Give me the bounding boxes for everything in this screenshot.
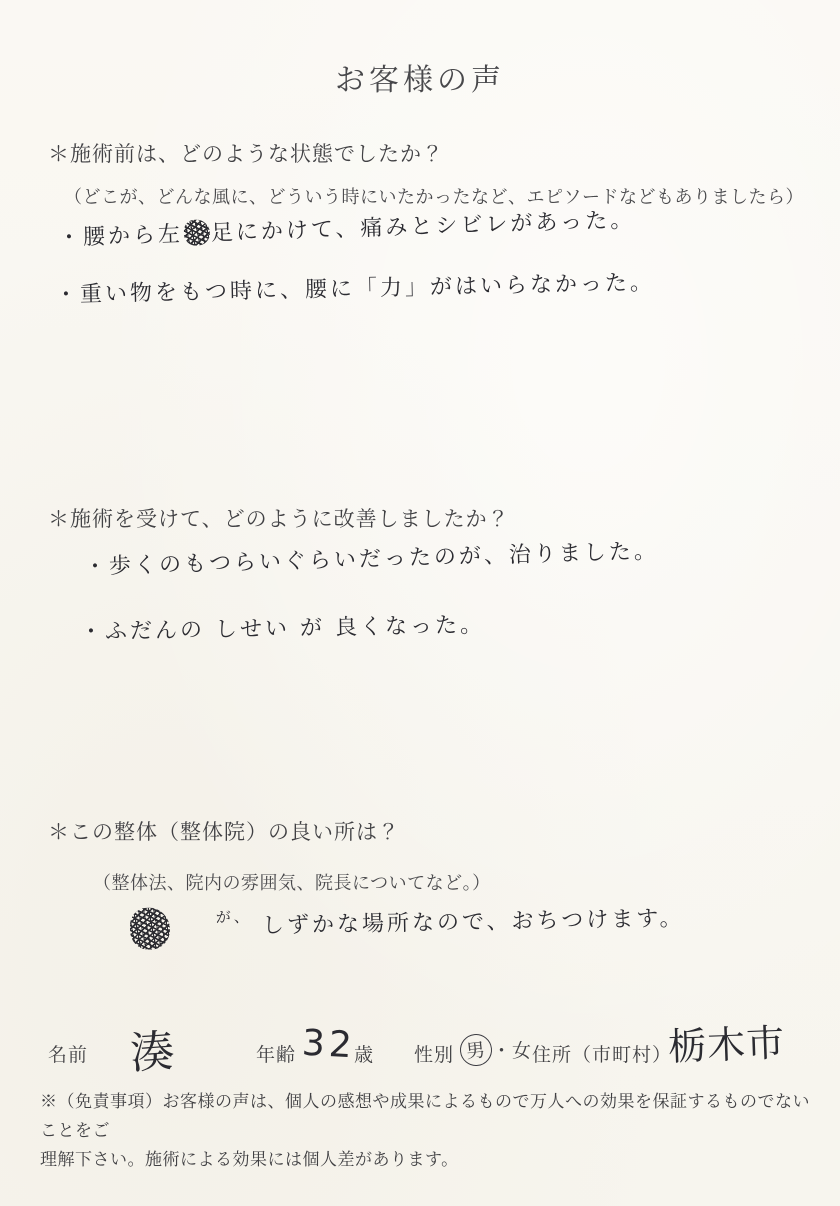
name-value-handwritten: 湊 [128,1025,180,1080]
scribble-mark [130,907,171,950]
age-unit-label: 歳 [354,1044,375,1066]
disclaimer-line-2: 理解下さい。施術による効果には個人差があります。 [40,1149,459,1170]
scribble-mark [184,219,211,246]
question-1-answer-line-2: ・重い物をもつ時に、腰に「力」がはいらなかった。 [54,270,656,308]
disclaimer-line-1: ※（免責事項）お客様の声は、個人の感想や成果によるもので万人への効果を保証するものでないことをご [40,1092,810,1141]
gender-dot: ・ [492,1040,513,1062]
question-3-hint: （整体法、院内の雰囲気、院長についてなど。） [93,873,491,894]
question-1-answer-line-1 [57,203,635,254]
gender-female: 女 [512,1040,533,1062]
question-1-hint: （どこが、どんな風に、どういう時にいたかったなど、エピソードなどもありましたら） [64,187,804,208]
disclaimer [40,1088,822,1175]
name-label: 名前 [48,1044,89,1066]
answer-particle: が、 [215,907,252,927]
age-label: 年齢 [256,1044,297,1066]
question-2-answer-line-2: ・ふだんの しせい が 良くなった。 [79,612,486,645]
age-value-handwritten: 32 [300,1022,357,1067]
question-1-label: ＊施術前は、どのような状態でしたか？ [48,142,444,166]
answer-text: ・腰から左 [57,222,184,251]
question-2-answer-line-1: ・歩くのもつらいぐらいだったのが、治りました。 [83,538,660,580]
page-title: お客様の声 [335,63,505,98]
question-3-label: ＊この整体（整体院）の良い所は？ [48,820,400,844]
address-value-handwritten: 栃木市 [667,1020,786,1070]
gender-options [460,1034,532,1066]
gender-label: 性別 [414,1044,455,1066]
question-2-label: ＊施術を受けて、どのように改善しましたか？ [48,507,510,531]
gender-male-circled: 男 [458,1032,493,1067]
address-label: 住所（市町村） [532,1044,673,1066]
question-3-answer-line-1 [130,898,685,950]
answer-text: 足にかけて、痛みとシビレがあった。 [210,207,636,247]
answer-text: しずかな場所なので、おちつけます。 [261,906,685,939]
